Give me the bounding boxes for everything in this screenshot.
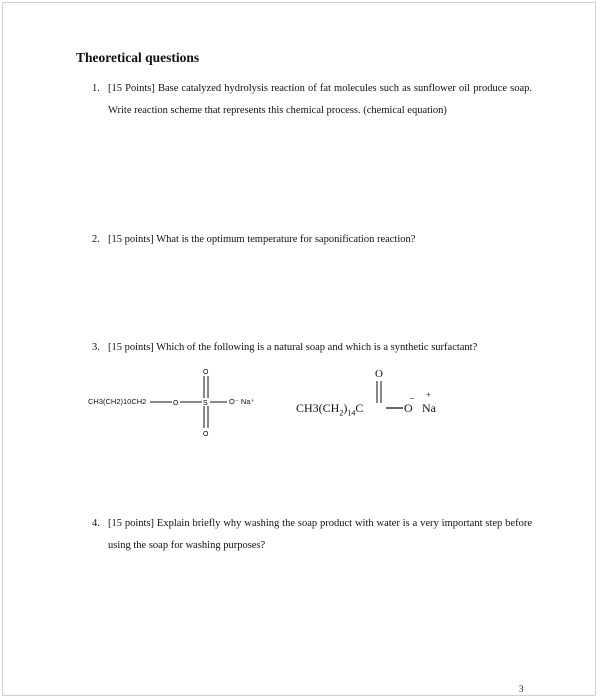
- question-number: 3.: [92, 342, 100, 353]
- question-text: [15 points] What is the optimum temperature for saponification reaction?: [108, 234, 416, 245]
- question-3: [92, 337, 532, 359]
- formula-mid: ): [343, 401, 348, 415]
- question-number: 2.: [92, 234, 100, 245]
- sulfonate-structure: [88, 368, 278, 438]
- carbonyl-oxygen: O: [375, 368, 383, 380]
- question-4: [92, 513, 532, 557]
- oxygen-atom-bottom: O: [203, 431, 209, 438]
- negative-charge: −: [409, 394, 415, 405]
- counter-ion-label: O⁻ Na⁺: [229, 397, 255, 406]
- question-1: [92, 78, 532, 122]
- question-number: 1.: [92, 83, 100, 94]
- anion-oxygen: O: [404, 401, 413, 415]
- positive-charge: +: [426, 390, 432, 400]
- oxygen-atom: O: [173, 400, 179, 407]
- section-title: Theoretical questions: [76, 50, 200, 65]
- question-text: [15 points] Which of the following is a natural soap and which is a synthetic surfactant?: [108, 342, 478, 353]
- sulfur-atom: S: [203, 400, 208, 407]
- soap-formula: [296, 401, 363, 417]
- question-2: [92, 229, 532, 251]
- oxygen-atom-top: O: [203, 369, 209, 376]
- formula-end: C: [355, 401, 364, 415]
- question-text: [15 points] Explain briefly why washing the soap product with water is a very important step before using the soap for washing purposes?: [108, 518, 532, 551]
- formula-subscript-2: 14: [347, 408, 356, 418]
- question-number: 4.: [92, 518, 100, 529]
- sodium-cation: Na: [422, 401, 436, 415]
- alkyl-chain-label: CH3(CH2)10CH2: [88, 397, 147, 406]
- carboxylate-structure: [296, 368, 456, 428]
- formula-main: CH3(CH: [296, 401, 340, 415]
- page-number: 3: [519, 684, 524, 694]
- question-text: [15 Points] Base catalyzed hydrolysis reaction of fat molecules such as sunflower oil produce soap. Write reaction scheme that represents this chemical process. (chemical equation): [108, 83, 532, 116]
- formula-subscript-1: 2: [339, 408, 344, 418]
